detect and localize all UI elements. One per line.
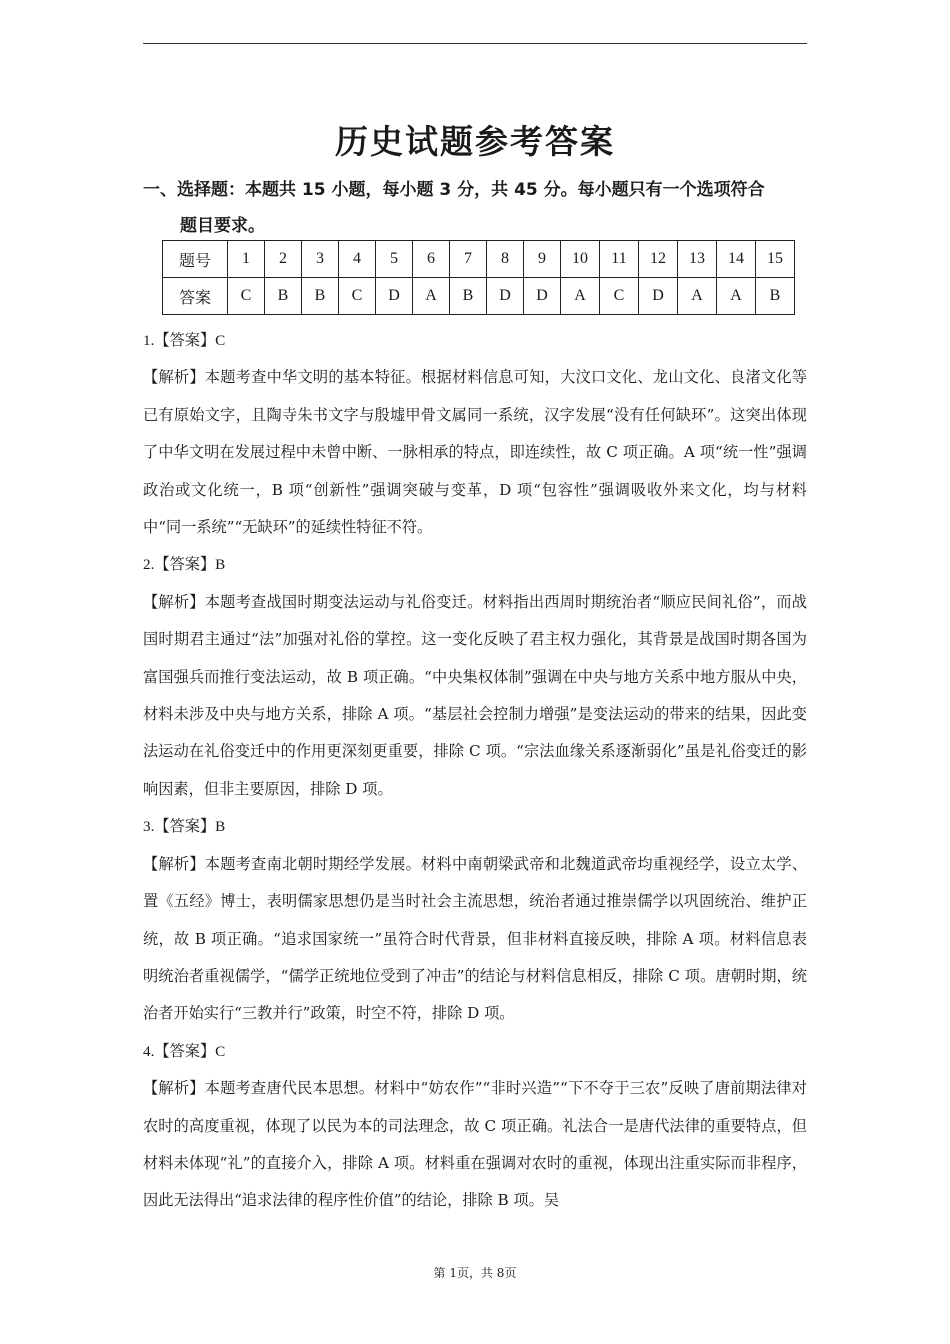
table-cell: 5	[376, 241, 413, 278]
table-cell: C	[600, 278, 639, 315]
table-cell: B	[756, 278, 795, 315]
table-cell: 12	[639, 241, 678, 278]
answer-line-3: 3.【答案】B	[143, 818, 226, 836]
analysis-1: 【解析】本题考查中华文明的基本特征。根据材料信息可知，大汶口文化、龙山文化、良渚文化等已有原始文字，且陶寺朱书文字与殷墟甲骨文属同一系统，汉字发展“没有任何缺环”。这突出体现了中华文明在发展过程中未曾中断、一脉相承的特点，即连续性，故 C 项正确。A 项“统一性”强调政治或文化统一，B 项“创新性”强调突破与变革，D 项“包容性”强调吸收外来文化，均与材料中“同一系统”“无缺环”的延续性特征不符。	[143, 368, 807, 537]
answer-table	[162, 240, 795, 315]
table-cell: 13	[678, 241, 717, 278]
table-cell: 2	[265, 241, 302, 278]
answer-table-answer-row	[163, 278, 795, 315]
section-heading-line1: 一、选择题：本题共 15 小题，每小题 3 分，共 45 分。每小题只有一个选项符合	[143, 180, 765, 200]
table-cell: B	[265, 278, 302, 315]
table-cell: 3	[302, 241, 339, 278]
table-cell: A	[678, 278, 717, 315]
table-header-number: 题号	[163, 241, 228, 278]
table-cell: D	[487, 278, 524, 315]
table-cell: 4	[339, 241, 376, 278]
table-cell: 9	[524, 241, 561, 278]
answer-line-4: 4.【答案】C	[143, 1042, 226, 1060]
section-heading	[143, 172, 813, 244]
table-cell: A	[561, 278, 600, 315]
table-cell: A	[413, 278, 450, 315]
table-cell: B	[450, 278, 487, 315]
page-title: 历史试题参考答案	[335, 122, 615, 161]
table-cell: 15	[756, 241, 795, 278]
table-cell: B	[302, 278, 339, 315]
table-cell: 10	[561, 241, 600, 278]
table-header-answer: 答案	[163, 278, 228, 315]
analysis-4: 【解析】本题考查唐代民本思想。材料中“妨农作”“非时兴造”“下不夺于三农”反映了唐前期法律对农时的高度重视，体现了以民为本的司法理念，故 C 项正确。礼法合一是唐代法律的重要特点，但材料未体现“礼”的直接介入，排除 A 项。材料重在强调对农时的重视，体现出注重实际而非程序，因此无法得出“追求法律的程序性价值”的结论，排除 B 项。吴	[143, 1079, 807, 1210]
table-cell: D	[524, 278, 561, 315]
top-rule	[143, 43, 807, 44]
section-heading-line2: 题目要求。	[180, 216, 265, 236]
table-cell: D	[376, 278, 413, 315]
analysis-2: 【解析】本题考查战国时期变法运动与礼俗变迁。材料指出西周时期统治者“顺应民间礼俗”，而战国时期君主通过“法”加强对礼俗的掌控。这一变化反映了君主权力强化，其背景是战国时期各国为富国强兵而推行变法运动，故 B 项正确。“中央集权体制”强调在中央与地方关系中地方服从中央，材料未涉及中央与地方关系，排除 A 项。“基层社会控制力增强”是变法运动的带来的结果，因此变法运动在礼俗变迁中的作用更深刻更重要，排除 C 项。“宗法血缘关系逐渐弱化”虽是礼俗变迁的影响因素，但非主要原因，排除 D 项。	[143, 592, 807, 798]
answer-line-2: 2.【答案】B	[143, 556, 226, 574]
table-cell: 6	[413, 241, 450, 278]
table-cell: 7	[450, 241, 487, 278]
table-cell: C	[228, 278, 265, 315]
analysis-3: 【解析】本题考查南北朝时期经学发展。材料中南朝梁武帝和北魏道武帝均重视经学，设立太学、置《五经》博士，表明儒家思想仍是当时社会主流思想，统治者通过推崇儒学以巩固统治、维护正统，故 B 项正确。“追求国家统一”虽符合时代背景，但非材料直接反映，排除 A 项。材料信息表明统治者重视儒学，“儒学正统地位受到了冲击”的结论与材料信息相反，排除 C 项。唐朝时期，统治者开始实行“三教并行”政策，时空不符，排除 D 项。	[143, 854, 807, 1023]
answer-table-number-row	[163, 241, 795, 278]
table-cell: 11	[600, 241, 639, 278]
table-cell: C	[339, 278, 376, 315]
answer-explanations	[143, 322, 807, 1220]
table-cell: 14	[717, 241, 756, 278]
table-cell: 8	[487, 241, 524, 278]
answer-line-1: 1.【答案】C	[143, 332, 226, 349]
table-cell: 1	[228, 241, 265, 278]
table-cell: D	[639, 278, 678, 315]
table-cell: A	[717, 278, 756, 315]
page-footer: 第 1页，共 8页	[433, 1266, 517, 1280]
